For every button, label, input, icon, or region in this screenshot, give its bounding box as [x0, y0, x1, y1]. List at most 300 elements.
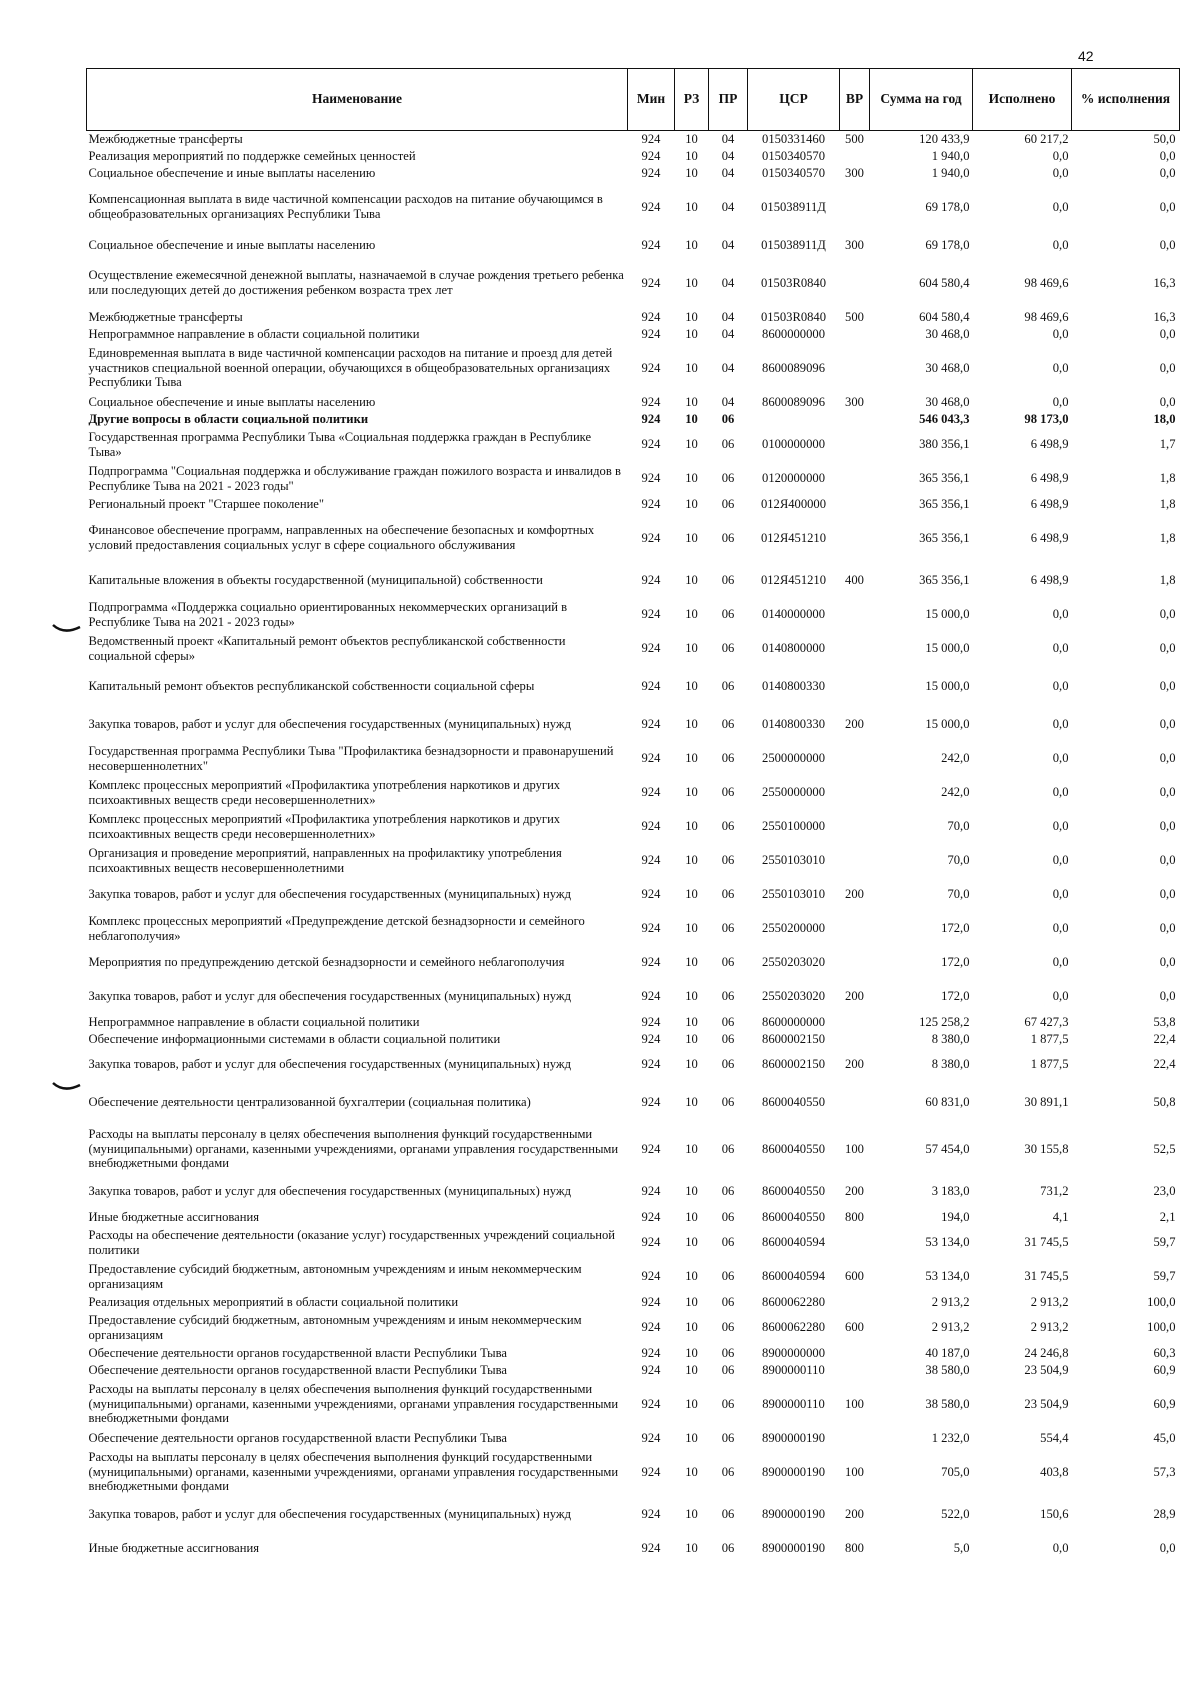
- cell-name: Закупка товаров, работ и услуг для обеспечения государственных (муниципальных) нужд: [88, 717, 571, 732]
- table-row: [87, 326, 1180, 343]
- cell-percent: 0,0: [1159, 679, 1176, 694]
- cell-sum: 38 580,0: [925, 1362, 970, 1377]
- cell-vr: [840, 182, 870, 233]
- cell-min: 924: [641, 1464, 661, 1479]
- cell-min: 924: [641, 853, 661, 868]
- cell-name: Капитальный ремонт объектов республиканской собственности социальной сферы: [88, 679, 535, 694]
- cell-csr: 8600000000: [762, 1014, 825, 1029]
- cell-vr: [840, 1014, 870, 1031]
- table-row: [87, 776, 1180, 810]
- cell-sum: 604 580,4: [919, 309, 970, 324]
- table-row: [87, 148, 1180, 165]
- cell-percent: 0,0: [1159, 921, 1176, 936]
- cell-csr: 0140800330: [762, 717, 825, 732]
- cell-pr: 06: [721, 641, 735, 656]
- cell-vr: 600: [845, 1269, 864, 1284]
- cell-pr: 04: [721, 394, 735, 409]
- cell-name: Предоставление субсидий бюджетным, автономным учреждениям и иным некоммерческим организациям: [88, 1312, 582, 1342]
- cell-pr: 06: [721, 411, 735, 426]
- cell-executed: 1 877,5: [1030, 1057, 1069, 1072]
- budget-table: [86, 68, 1180, 1566]
- cell-executed: 0,0: [1052, 955, 1069, 970]
- cell-rz: 10: [685, 717, 698, 732]
- cell-percent: 0,0: [1159, 955, 1176, 970]
- table-row: [87, 1209, 1180, 1226]
- cell-min: 924: [641, 199, 661, 214]
- cell-sum: 30 468,0: [925, 326, 970, 341]
- cell-sum: 546 043,3: [919, 411, 970, 426]
- cell-pr: 06: [721, 1095, 735, 1110]
- cell-min: 924: [641, 1031, 661, 1046]
- cell-vr: [840, 810, 870, 844]
- cell-min: 924: [641, 1362, 661, 1377]
- cell-csr: 8600062280: [762, 1320, 825, 1335]
- table-row: [87, 1124, 1180, 1175]
- cell-executed: 0,0: [1052, 887, 1069, 902]
- cell-percent: 22,4: [1153, 1057, 1176, 1072]
- cell-name: Капитальные вложения в объекты государственной (муниципальной) собственности: [88, 573, 543, 588]
- cell-name: Комплекс процессных мероприятий «Профилактика употребления наркотиков и других психоактивных веществ среди несовершеннолетних»: [88, 811, 561, 841]
- cell-min: 924: [641, 437, 661, 452]
- cell-rz: 10: [685, 955, 698, 970]
- cell-vr: 200: [845, 717, 864, 732]
- cell-pr: 04: [721, 237, 735, 252]
- cell-vr: [840, 1362, 870, 1379]
- cell-pr: 06: [721, 1541, 735, 1556]
- cell-percent: 0,0: [1159, 989, 1176, 1004]
- cell-pr: 06: [721, 785, 735, 800]
- cell-sum: 70,0: [947, 819, 970, 834]
- cell-executed: 0,0: [1052, 641, 1069, 656]
- cell-vr: [840, 496, 870, 513]
- cell-name: Закупка товаров, работ и услуг для обеспечения государственных (муниципальных) нужд: [88, 887, 571, 902]
- cell-csr: 8600040594: [762, 1269, 825, 1284]
- cell-sum: 365 356,1: [919, 496, 970, 511]
- cell-min: 924: [641, 573, 661, 588]
- cell-name: Организация и проведение мероприятий, направленных на профилактику употребления психоактивных веществ несовершеннолетними: [88, 845, 562, 875]
- cell-name: Комплекс процессных мероприятий «Предупреждение детской безнадзорности и семейного неблагополучия»: [88, 913, 585, 943]
- cell-executed: 554,4: [1040, 1430, 1069, 1445]
- cell-pr: 06: [721, 955, 735, 970]
- cell-name: Государственная программа Республики Тыва «Социальная поддержка граждан в Республике Тыва»: [88, 429, 592, 459]
- cell-vr: 100: [845, 1141, 864, 1156]
- table-row: [87, 233, 1180, 258]
- cell-min: 924: [641, 1541, 661, 1556]
- cell-sum: 69 178,0: [925, 199, 970, 214]
- header-csr: ЦСР: [748, 69, 840, 131]
- cell-executed: 0,0: [1052, 679, 1069, 694]
- cell-name: Обеспечение деятельности органов государственной власти Республики Тыва: [88, 1345, 507, 1360]
- cell-pr: 06: [721, 437, 735, 452]
- cell-pr: 06: [721, 1320, 735, 1335]
- table-row: [87, 1031, 1180, 1048]
- cell-csr: 0150340570: [762, 165, 825, 180]
- cell-executed: 23 504,9: [1024, 1362, 1069, 1377]
- cell-vr: [840, 513, 870, 564]
- cell-pr: 04: [721, 199, 735, 214]
- cell-min: 924: [641, 1430, 661, 1445]
- cell-pr: 06: [721, 1184, 735, 1199]
- cell-min: 924: [641, 1141, 661, 1156]
- cell-rz: 10: [685, 819, 698, 834]
- cell-min: 924: [641, 955, 661, 970]
- cell-vr: 500: [845, 131, 864, 146]
- page-number: 42: [1078, 48, 1094, 64]
- cell-sum: 365 356,1: [919, 530, 970, 545]
- cell-rz: 10: [685, 1320, 698, 1335]
- cell-name: Другие вопросы в области социальной политики: [88, 411, 369, 426]
- header-sum: Сумма на год: [870, 69, 973, 131]
- cell-min: 924: [641, 1184, 661, 1199]
- cell-rz: 10: [685, 360, 698, 375]
- cell-csr: 2500000000: [762, 751, 825, 766]
- cell-executed: 731,2: [1040, 1184, 1069, 1199]
- table-row: [87, 165, 1180, 182]
- cell-percent: 50,8: [1153, 1095, 1176, 1110]
- table-row: [87, 496, 1180, 513]
- cell-executed: 0,0: [1052, 326, 1069, 341]
- cell-pr: 04: [721, 275, 735, 290]
- cell-rz: 10: [685, 1095, 698, 1110]
- cell-min: 924: [641, 275, 661, 290]
- cell-rz: 10: [685, 921, 698, 936]
- cell-executed: 0,0: [1052, 921, 1069, 936]
- cell-csr: 8900000110: [762, 1396, 825, 1411]
- cell-csr: 2550200000: [762, 921, 825, 936]
- table-row: [87, 1498, 1180, 1532]
- cell-percent: 1,8: [1159, 530, 1176, 545]
- cell-sum: 242,0: [941, 785, 970, 800]
- cell-rz: 10: [685, 679, 698, 694]
- cell-percent: 60,9: [1153, 1396, 1176, 1411]
- cell-pr: 06: [721, 1430, 735, 1445]
- cell-sum: 2 913,2: [931, 1294, 970, 1309]
- cell-min: 924: [641, 1396, 661, 1411]
- cell-csr: 8600040550: [762, 1184, 825, 1199]
- cell-sum: 1 232,0: [931, 1430, 970, 1445]
- cell-pr: 06: [721, 679, 735, 694]
- cell-pr: 04: [721, 309, 735, 324]
- cell-sum: 8 380,0: [931, 1057, 970, 1072]
- table-row: [87, 428, 1180, 462]
- cell-percent: 59,7: [1153, 1235, 1176, 1250]
- cell-name: Расходы на выплаты персоналу в целях обеспечения выполнения функций государственными (муниципальными) органами, казенными учреждениями, органами управления государственными внебюджетными фондами: [88, 1449, 619, 1494]
- cell-percent: 0,0: [1159, 717, 1176, 732]
- cell-csr: 015038911Д: [761, 199, 826, 214]
- cell-vr: [840, 428, 870, 462]
- cell-percent: 0,0: [1159, 148, 1176, 163]
- cell-rz: 10: [685, 471, 698, 486]
- cell-csr: 8600040550: [762, 1141, 825, 1156]
- cell-rz: 10: [685, 1057, 698, 1072]
- cell-percent: 16,3: [1153, 275, 1176, 290]
- cell-pr: 06: [721, 530, 735, 545]
- cell-sum: 70,0: [947, 853, 970, 868]
- cell-vr: [840, 776, 870, 810]
- cell-vr: [840, 912, 870, 946]
- cell-vr: [840, 462, 870, 496]
- cell-executed: 0,0: [1052, 360, 1069, 375]
- table-row: [87, 462, 1180, 496]
- cell-min: 924: [641, 887, 661, 902]
- cell-executed: 0,0: [1052, 819, 1069, 834]
- cell-csr: 012Я400000: [760, 496, 827, 511]
- cell-name: Подпрограмма "Социальная поддержка и обслуживание граждан пожилого возраста и инвалидов в Республике Тыва на 2021 - 2023 годы": [88, 463, 621, 493]
- cell-executed: 0,0: [1052, 165, 1069, 180]
- cell-name: Закупка товаров, работ и услуг для обеспечения государственных (муниципальных) нужд: [88, 989, 571, 1004]
- cell-rz: 10: [685, 411, 698, 426]
- cell-executed: 1 877,5: [1030, 1031, 1069, 1046]
- cell-csr: 8600089096: [762, 360, 825, 375]
- cell-vr: 600: [845, 1320, 864, 1335]
- cell-vr: 300: [845, 394, 864, 409]
- cell-name: Единовременная выплата в виде частичной компенсации расходов на питание и проезд для детей участников специальной военной операции, обучающихся в общеобразовательных организациях Республики Тыва: [88, 345, 613, 390]
- cell-sum: 2 913,2: [931, 1320, 970, 1335]
- cell-percent: 0,0: [1159, 887, 1176, 902]
- cell-vr: 100: [845, 1396, 864, 1411]
- cell-executed: 150,6: [1040, 1507, 1069, 1522]
- cell-executed: 6 498,9: [1030, 530, 1069, 545]
- cell-sum: 172,0: [941, 955, 970, 970]
- cell-name: Социальное обеспечение и иные выплаты населению: [88, 165, 376, 180]
- cell-executed: 0,0: [1052, 785, 1069, 800]
- table-row: [87, 666, 1180, 708]
- cell-rz: 10: [685, 275, 698, 290]
- cell-pr: 06: [721, 1057, 735, 1072]
- cell-csr: 8900000190: [762, 1430, 825, 1445]
- cell-min: 924: [641, 165, 661, 180]
- table-row: [87, 411, 1180, 428]
- cell-sum: 3 183,0: [931, 1184, 970, 1199]
- cell-pr: 06: [721, 607, 735, 622]
- cell-min: 924: [641, 471, 661, 486]
- cell-executed: 2 913,2: [1030, 1320, 1069, 1335]
- cell-rz: 10: [685, 607, 698, 622]
- table-row: [87, 1260, 1180, 1294]
- cell-min: 924: [641, 1235, 661, 1250]
- header-pr: ПР: [709, 69, 748, 131]
- cell-min: 924: [641, 1014, 661, 1029]
- cell-sum: 15 000,0: [925, 641, 970, 656]
- cell-sum: 15 000,0: [925, 717, 970, 732]
- cell-vr: [840, 742, 870, 776]
- cell-rz: 10: [685, 785, 698, 800]
- cell-percent: 1,7: [1159, 437, 1176, 452]
- cell-min: 924: [641, 1507, 661, 1522]
- cell-executed: 0,0: [1052, 717, 1069, 732]
- cell-rz: 10: [685, 1294, 698, 1309]
- cell-rz: 10: [685, 887, 698, 902]
- cell-min: 924: [641, 921, 661, 936]
- cell-percent: 0,0: [1159, 751, 1176, 766]
- cell-executed: 0,0: [1052, 394, 1069, 409]
- table-row: [87, 564, 1180, 598]
- cell-csr: 2550100000: [762, 819, 825, 834]
- cell-vr: [840, 946, 870, 980]
- cell-percent: 1,8: [1159, 496, 1176, 511]
- cell-sum: 53 134,0: [925, 1269, 970, 1284]
- cell-min: 924: [641, 785, 661, 800]
- cell-rz: 10: [685, 1269, 698, 1284]
- cell-rz: 10: [685, 1541, 698, 1556]
- cell-csr: 01503R0840: [760, 309, 827, 324]
- cell-percent: 0,0: [1159, 199, 1176, 214]
- cell-csr: 012Я451210: [760, 573, 827, 588]
- table-row: [87, 810, 1180, 844]
- cell-sum: 40 187,0: [925, 1345, 970, 1360]
- cell-sum: 69 178,0: [925, 237, 970, 252]
- cell-sum: 60 831,0: [925, 1095, 970, 1110]
- cell-csr: [748, 411, 840, 428]
- cell-percent: 0,0: [1159, 607, 1176, 622]
- cell-name: Реализация мероприятий по поддержке семейных ценностей: [88, 148, 416, 163]
- cell-rz: 10: [685, 326, 698, 341]
- cell-percent: 0,0: [1159, 853, 1176, 868]
- cell-percent: 60,9: [1153, 1362, 1176, 1377]
- table-body: [87, 131, 1180, 1566]
- cell-rz: 10: [685, 309, 698, 324]
- cell-name: Закупка товаров, работ и услуг для обеспечения государственных (муниципальных) нужд: [88, 1184, 571, 1199]
- cell-sum: 242,0: [941, 751, 970, 766]
- cell-rz: 10: [685, 1396, 698, 1411]
- cell-name: Региональный проект "Старшее поколение": [88, 496, 325, 511]
- table-row: [87, 1447, 1180, 1498]
- cell-name: Расходы на выплаты персоналу в целях обеспечения выполнения функций государственными (муниципальными) органами, казенными учреждениями, органами управления государственными внебюджетными фондами: [88, 1126, 619, 1171]
- cell-vr: [840, 343, 870, 394]
- cell-rz: 10: [685, 437, 698, 452]
- cell-rz: 10: [685, 1362, 698, 1377]
- cell-name: Непрограммное направление в области социальной политики: [88, 326, 420, 341]
- cell-pr: 06: [721, 819, 735, 834]
- cell-executed: 0,0: [1052, 853, 1069, 868]
- cell-vr: [840, 1345, 870, 1362]
- cell-vr: 500: [845, 309, 864, 324]
- cell-csr: 8900000190: [762, 1541, 825, 1556]
- table-row: [87, 1014, 1180, 1031]
- cell-rz: 10: [685, 148, 698, 163]
- cell-percent: 52,5: [1153, 1141, 1176, 1156]
- cell-name: Компенсационная выплата в виде частичной компенсации расходов на питание обучающимся в общеобразовательных организациях Республики Тыва: [88, 192, 603, 221]
- cell-csr: 0120000000: [762, 471, 825, 486]
- cell-min: 924: [641, 1095, 661, 1110]
- table-row: [87, 878, 1180, 912]
- cell-csr: 8900000000: [762, 1345, 825, 1360]
- cell-pr: 06: [721, 751, 735, 766]
- cell-percent: 100,0: [1147, 1320, 1176, 1335]
- cell-pr: 06: [721, 1235, 735, 1250]
- cell-rz: 10: [685, 165, 698, 180]
- cell-csr: 0150340570: [762, 148, 825, 163]
- cell-sum: 15 000,0: [925, 679, 970, 694]
- cell-sum: 365 356,1: [919, 573, 970, 588]
- cell-executed: 98 173,0: [1024, 411, 1069, 426]
- cell-pr: 06: [721, 1464, 735, 1479]
- cell-executed: 67 427,3: [1024, 1014, 1069, 1029]
- cell-name: Обеспечение деятельности органов государственной власти Республики Тыва: [88, 1362, 507, 1377]
- cell-name: Подпрограмма «Поддержка социально ориентированных некоммерческих организаций в Республике Тыва на 2021 - 2023 годы»: [88, 599, 568, 629]
- cell-pr: 06: [721, 496, 735, 511]
- cell-csr: 2550203020: [762, 955, 825, 970]
- cell-pr: 06: [721, 853, 735, 868]
- cell-pr: 04: [721, 360, 735, 375]
- cell-csr: 2550000000: [762, 785, 825, 800]
- cell-sum: 120 433,9: [919, 131, 970, 146]
- cell-rz: 10: [685, 237, 698, 252]
- cell-pr: 06: [721, 921, 735, 936]
- cell-sum: 125 258,2: [919, 1014, 970, 1029]
- cell-executed: 0,0: [1052, 1541, 1069, 1556]
- cell-rz: 10: [685, 131, 698, 146]
- cell-csr: 0140000000: [762, 607, 825, 622]
- table-row: [87, 742, 1180, 776]
- cell-sum: 5,0: [953, 1541, 970, 1556]
- cell-executed: 4,1: [1052, 1209, 1069, 1224]
- cell-sum: 705,0: [941, 1464, 970, 1479]
- cell-min: 924: [641, 679, 661, 694]
- cell-min: 924: [641, 1209, 661, 1224]
- cell-executed: 403,8: [1040, 1464, 1069, 1479]
- cell-rz: 10: [685, 199, 698, 214]
- cell-vr: 300: [845, 165, 864, 180]
- cell-name: Государственная программа Республики Тыва "Профилактика безнадзорности и правонарушений несовершеннолетних": [88, 743, 614, 773]
- cell-pr: 06: [721, 717, 735, 732]
- cell-vr: 200: [845, 1507, 864, 1522]
- cell-percent: 1,8: [1159, 573, 1176, 588]
- cell-percent: 28,9: [1153, 1507, 1176, 1522]
- table-row: [87, 946, 1180, 980]
- table-row: [87, 1379, 1180, 1430]
- cell-vr: 100: [845, 1464, 864, 1479]
- cell-csr: 2550103010: [762, 887, 825, 902]
- cell-rz: 10: [685, 641, 698, 656]
- cell-min: 924: [641, 411, 661, 426]
- cell-executed: 31 745,5: [1024, 1269, 1069, 1284]
- cell-name: Межбюджетные трансферты: [88, 309, 243, 324]
- cell-vr: [840, 598, 870, 632]
- cell-executed: 23 504,9: [1024, 1396, 1069, 1411]
- cell-executed: 60 217,2: [1024, 131, 1069, 146]
- cell-pr: 04: [721, 131, 735, 146]
- cell-min: 924: [641, 309, 661, 324]
- cell-pr: 06: [721, 1269, 735, 1284]
- cell-name: Расходы на обеспечение деятельности (оказание услуг) государственных учреждений социальной политики: [88, 1227, 616, 1257]
- cell-csr: 8600002150: [762, 1031, 825, 1046]
- cell-executed: 31 745,5: [1024, 1235, 1069, 1250]
- table-row: [87, 1294, 1180, 1311]
- cell-pr: 06: [721, 887, 735, 902]
- cell-sum: 1 940,0: [931, 148, 970, 163]
- cell-percent: 0,0: [1159, 326, 1176, 341]
- cell-name: Закупка товаров, работ и услуг для обеспечения государственных (муниципальных) нужд: [88, 1507, 571, 1522]
- cell-rz: 10: [685, 1184, 698, 1199]
- cell-name: Иные бюджетные ассигнования: [88, 1541, 260, 1556]
- cell-percent: 0,0: [1159, 394, 1176, 409]
- cell-pr: 06: [721, 1031, 735, 1046]
- cell-sum: 365 356,1: [919, 471, 970, 486]
- table-row: [87, 1048, 1180, 1082]
- header-percent: % исполнения: [1072, 69, 1180, 131]
- cell-vr: [840, 258, 870, 309]
- cell-pr: 04: [721, 326, 735, 341]
- cell-percent: 23,0: [1153, 1184, 1176, 1199]
- cell-executed: 2 913,2: [1030, 1294, 1069, 1309]
- cell-min: 924: [641, 326, 661, 341]
- cell-min: 924: [641, 641, 661, 656]
- cell-min: 924: [641, 717, 661, 732]
- cell-percent: 57,3: [1153, 1464, 1176, 1479]
- cell-name: Осуществление ежемесячной денежной выплаты, назначаемой в случае рождения третьего ребенка или последующих детей до достижения ребенком возраста трех лет: [88, 268, 624, 297]
- cell-rz: 10: [685, 751, 698, 766]
